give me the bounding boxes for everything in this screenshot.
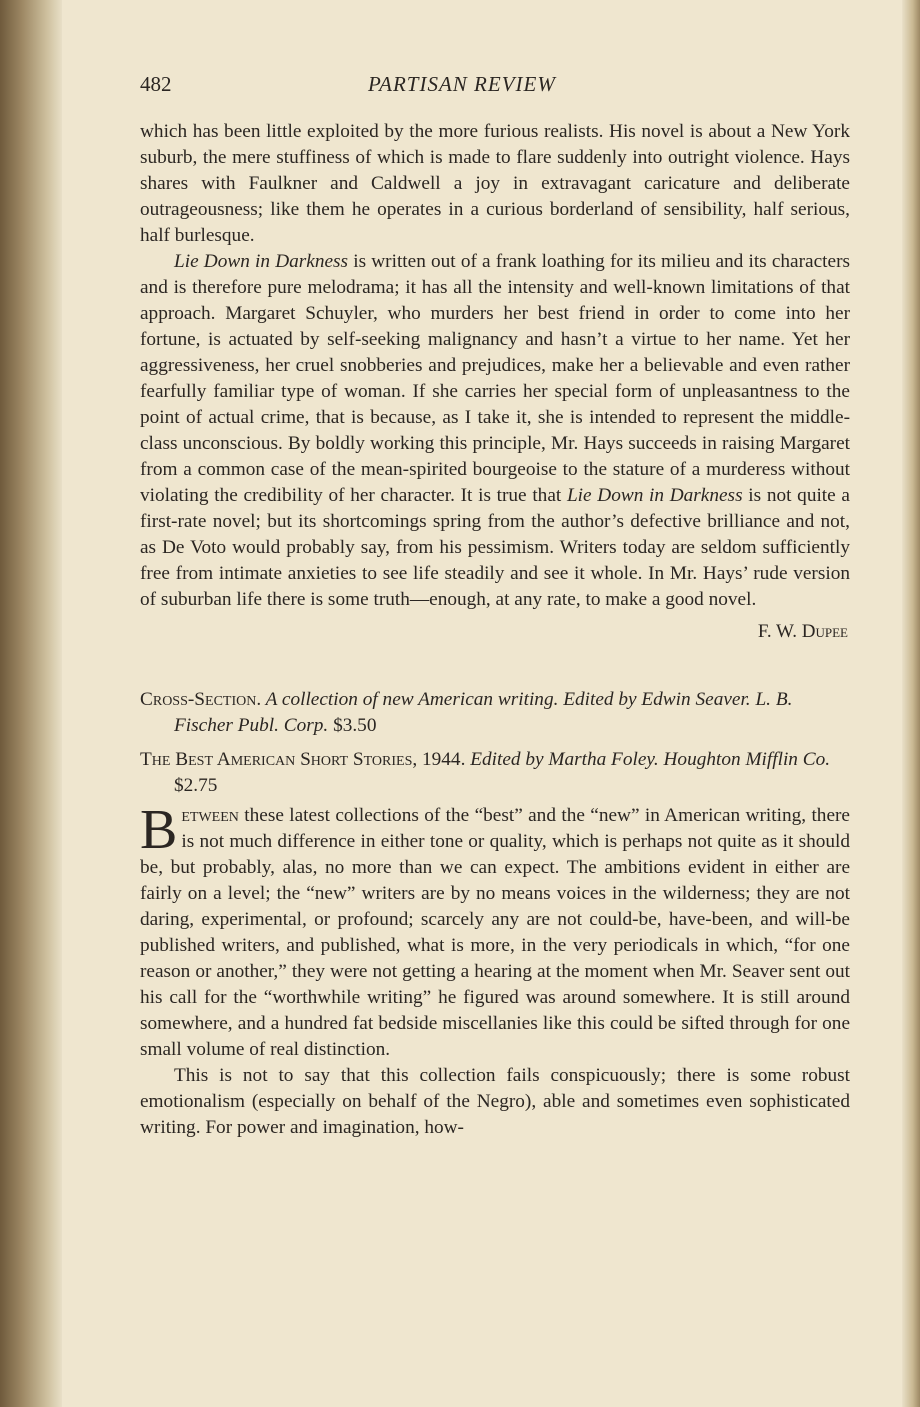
review2-paragraph-1 (140, 799, 850, 1063)
reviewer-signature (140, 619, 850, 645)
book-edge-right (902, 0, 920, 1407)
book-title-italic-2: Lie Down in Darkness (566, 485, 743, 506)
book2-details: Edited by Martha Foley. Houghton Mifflin Co. (465, 749, 831, 770)
running-title: PARTISAN REVIEW (368, 72, 556, 96)
signature-surname: Dupee (801, 621, 848, 642)
book1-details: A collection of new American writing. Edited by Edwin Seaver. L. B. Fischer Publ. Corp. (174, 689, 793, 736)
book-listing-2 (140, 747, 850, 799)
book-listing-1 (140, 687, 850, 739)
book1-price: $3.50 (328, 715, 377, 736)
review2-paragraph-1-text: these latest collections of the “best” and the “new” in American writing, there is not much difference in either tone or quality, which is perhaps not quite as it should be, but probably, alas, no more than we can expect. The ambitions evident in either are fairly on a level; the “new” writers are by no means voices in the wilderness; they are not daring, experimental, or profound; scarcely any are not could-be, have-been, and will-be published writers, and published, what is more, in the very periodicals in which, “for one reason or another,” they were not getting a hearing at the moment when Mr. Seaver sent out his call for the “worthwhile writing” he figured was around somewhere. It is still around somewhere, and a hundred fat bedside miscellanies like this could be sifted through for one small volume of real distinction. (140, 805, 850, 1060)
drop-cap: B (140, 799, 178, 861)
book-spine-shadow-left (0, 0, 62, 1407)
review1-paragraph-1: which has been little exploited by the more furious realists. His novel is about a New York suburb, the mere stuffiness of which is made to flare suddenly into outright violence. Hays shares with Faulkner and Caldwell a joy in extravagant caricature and deliberate outrageousness; like them he operates in a curious borderland of sensibility, half serious, half burlesque. (140, 121, 850, 246)
body-text (140, 119, 850, 1141)
lead-word-smallcaps: etween (181, 805, 239, 826)
signature-initials: F. W. (757, 621, 802, 642)
page-number: 482 (140, 72, 172, 96)
review1-paragraph-2 (140, 249, 850, 613)
review2-paragraph-2: This is not to say that this collection fails conspicuously; there is some robust emotionalism (especially on behalf of the Negro), able and sometimes even sophisticated writing. For power and imagination, how- (140, 1065, 850, 1138)
book2-year: 1944. (417, 749, 466, 770)
page-header (140, 72, 850, 102)
review1-paragraph-2-text-a: is written out of a frank loathing for its milieu and its characters and is therefore pure melodrama; it has all the intensity and well-known limitations of that approach. Margaret Schuyler, who murders her best friend in order to come into her fortune, is actuated by self-seeking malignancy and hasn’t a virtue to her name. Yet her aggressiveness, her cruel snobberies and prejudices, make her a believable and even rather fearfully familiar type of woman. If she carries her special form of unpleasantness to the point of actual crime, that is because, as I take it, she is intended to represent the middle-class unconscious. By boldly working this principle, Mr. Hays succeeds in raising Margaret from a common case of the mean-spirited bourgeoise to the stature of a murderess without violating the credibility of her character. It is true that (140, 251, 850, 506)
book1-title: Cross-Section. (140, 689, 262, 710)
book2-price: $2.75 (174, 775, 218, 796)
book-page (140, 0, 850, 1407)
book2-title: The Best American Short Stories, (140, 749, 418, 770)
review1-paragraph-2-text-b: is not quite a first-rate novel; but its shortcomings spring from the author’s defective brilliance and not, as De Voto would probably say, from his pessimism. Writers today are seldom sufficiently free from intimate anxieties to see life steadily and see it whole. In Mr. Hays’ rude version of suburban life there is some truth—enough, at any rate, to make a good novel. (140, 485, 850, 610)
book-title-italic: Lie Down in Darkness (174, 251, 349, 272)
